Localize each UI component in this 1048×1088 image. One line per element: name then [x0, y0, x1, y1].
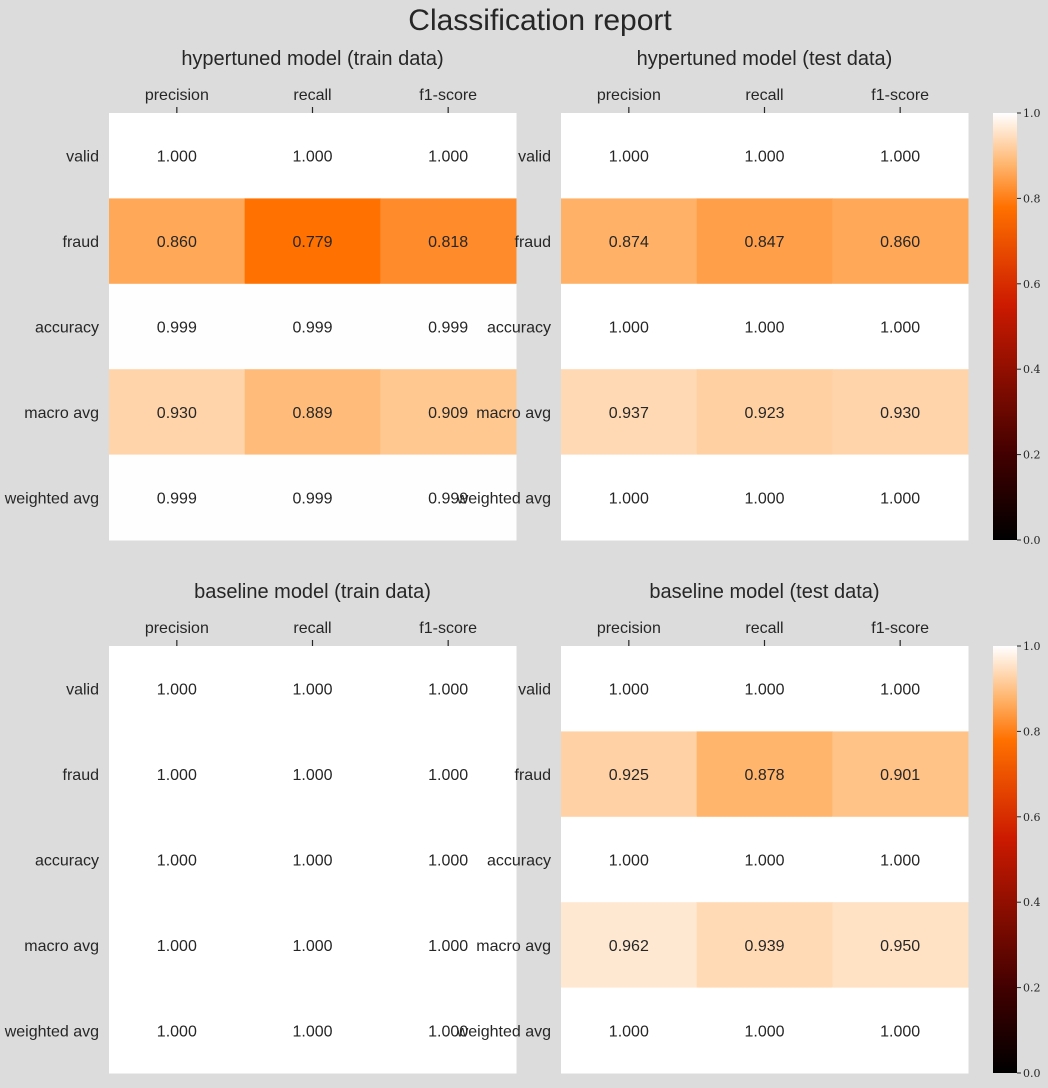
cell-value-label: 0.962: [608, 937, 649, 955]
cell-value-label: 1.000: [880, 319, 921, 337]
cell-value-label: 1.000: [608, 681, 649, 699]
row-label: valid: [66, 681, 99, 699]
cell-value-label: 1.000: [880, 852, 921, 870]
cell-value-label: 1.000: [428, 148, 469, 166]
column-label: f1-score: [419, 620, 478, 637]
column-label: recall: [293, 87, 332, 104]
cell-value-label: 0.923: [744, 404, 785, 422]
cell-value-label: 1.000: [608, 148, 649, 166]
cell-value-label: 1.000: [880, 490, 921, 508]
column-label: f1-score: [871, 87, 930, 104]
cell-value-label: 1.000: [608, 319, 649, 337]
cell-value-label: 1.000: [428, 681, 469, 699]
panel-title: baseline model (train data): [194, 581, 431, 603]
row-label: weighted avg: [4, 490, 99, 508]
column-label: recall: [745, 620, 784, 637]
cell-value-label: 0.950: [880, 937, 921, 955]
cell-value-label: 0.878: [744, 767, 785, 785]
cell-value-label: 1.000: [880, 681, 921, 699]
heatmap-panel: [4, 581, 517, 1074]
cell-value-label: 1.000: [744, 319, 785, 337]
cell-value-label: 0.860: [156, 234, 197, 252]
cell-value-label: 0.925: [608, 767, 649, 785]
cell-value-label: 0.860: [880, 234, 921, 252]
column-label: f1-score: [419, 87, 478, 104]
column-label: recall: [293, 620, 332, 637]
cell-value-label: 1.000: [744, 681, 785, 699]
cell-value-label: 1.000: [744, 148, 785, 166]
row-label: macro avg: [24, 404, 99, 422]
colorbar-tick-label: 0.0: [1023, 534, 1041, 547]
row-label: weighted avg: [456, 490, 551, 508]
row-label: valid: [66, 148, 99, 166]
heatmap-panel: [456, 48, 1041, 547]
column-label: precision: [144, 620, 209, 637]
colorbar-tick-label: 0.6: [1023, 277, 1041, 291]
row-label: accuracy: [486, 319, 551, 337]
cell-value-label: 1.000: [880, 1023, 921, 1041]
column-label: f1-score: [871, 620, 930, 637]
cell-value-label: 1.000: [292, 937, 333, 955]
row-label: accuracy: [34, 319, 99, 337]
cell-value-label: 1.000: [428, 767, 469, 785]
cell-value-label: 1.000: [880, 148, 921, 166]
colorbar: [993, 646, 1017, 1073]
cell-value-label: 0.874: [608, 234, 649, 252]
row-label: fraud: [62, 234, 99, 252]
cell-value-label: 0.999: [292, 490, 333, 508]
row-label: macro avg: [476, 937, 551, 955]
column-label: precision: [144, 87, 209, 104]
cell-value-label: 1.000: [608, 490, 649, 508]
cell-value-label: 1.000: [292, 681, 333, 699]
row-label: fraud: [514, 234, 551, 252]
cell-value-label: 0.999: [156, 319, 197, 337]
cell-value-label: 1.000: [608, 1023, 649, 1041]
cell-value-label: 1.000: [292, 767, 333, 785]
row-label: valid: [518, 148, 551, 166]
figure-title: Classification report: [408, 4, 672, 37]
row-label: macro avg: [476, 404, 551, 422]
heatmap-panels: [4, 48, 1041, 1080]
cell-value-label: 0.779: [292, 234, 333, 252]
cell-value-label: 0.909: [428, 404, 469, 422]
cell-value-label: 0.999: [428, 319, 469, 337]
row-label: weighted avg: [456, 1023, 551, 1041]
cell-value-label: 1.000: [156, 852, 197, 870]
panel-title: hypertuned model (train data): [181, 48, 444, 70]
cell-value-label: 0.847: [744, 234, 785, 252]
row-label: accuracy: [486, 852, 551, 870]
cell-value-label: 0.999: [156, 490, 197, 508]
column-label: precision: [596, 87, 661, 104]
cell-value-label: 0.999: [292, 319, 333, 337]
cell-value-label: 0.818: [428, 234, 469, 252]
cell-value-label: 1.000: [156, 681, 197, 699]
cell-value-label: 0.930: [880, 404, 921, 422]
cell-value-label: 1.000: [744, 490, 785, 508]
column-label: recall: [745, 87, 784, 104]
cell-value-label: 1.000: [744, 1023, 785, 1041]
row-label: accuracy: [34, 852, 99, 870]
colorbar-tick-label: 0.0: [1023, 1067, 1041, 1080]
panel-title: hypertuned model (test data): [636, 48, 893, 70]
colorbar-tick-label: 0.2: [1023, 981, 1041, 995]
cell-value-label: 0.937: [608, 404, 649, 422]
cell-value-label: 1.000: [292, 852, 333, 870]
cell-value-label: 0.930: [156, 404, 197, 422]
row-label: weighted avg: [4, 1023, 99, 1041]
row-label: macro avg: [24, 937, 99, 955]
cell-value-label: 1.000: [744, 852, 785, 870]
colorbar-tick-label: 0.4: [1023, 896, 1041, 910]
cell-value-label: 1.000: [428, 852, 469, 870]
colorbar-tick-label: 1.0: [1023, 107, 1041, 120]
cell-value-label: 1.000: [428, 937, 469, 955]
colorbar-tick-label: 0.8: [1023, 192, 1041, 206]
colorbar-tick-label: 0.4: [1023, 363, 1041, 377]
cell-value-label: 0.901: [880, 767, 921, 785]
heatmap-panel: [456, 581, 1041, 1080]
cell-value-label: 1.000: [156, 767, 197, 785]
row-label: valid: [518, 681, 551, 699]
colorbar-tick-label: 1.0: [1023, 640, 1041, 653]
cell-value-label: 1.000: [156, 1023, 197, 1041]
cell-value-label: 0.999: [428, 490, 469, 508]
colorbar-tick-label: 0.6: [1023, 810, 1041, 824]
colorbar-tick-label: 0.2: [1023, 448, 1041, 462]
cell-value-label: 1.000: [608, 852, 649, 870]
cell-value-label: 1.000: [292, 1023, 333, 1041]
cell-value-label: 1.000: [156, 148, 197, 166]
cell-value-label: 0.939: [744, 937, 785, 955]
colorbar-tick-label: 0.8: [1023, 725, 1041, 739]
cell-value-label: 1.000: [292, 148, 333, 166]
row-label: fraud: [62, 767, 99, 785]
cell-value-label: 1.000: [156, 937, 197, 955]
colorbar: [993, 113, 1017, 540]
row-label: fraud: [514, 767, 551, 785]
panel-title: baseline model (test data): [649, 581, 880, 603]
heatmap-panel: [4, 48, 517, 541]
column-label: precision: [596, 620, 661, 637]
cell-value-label: 0.889: [292, 404, 333, 422]
cell-value-label: 1.000: [428, 1023, 469, 1041]
